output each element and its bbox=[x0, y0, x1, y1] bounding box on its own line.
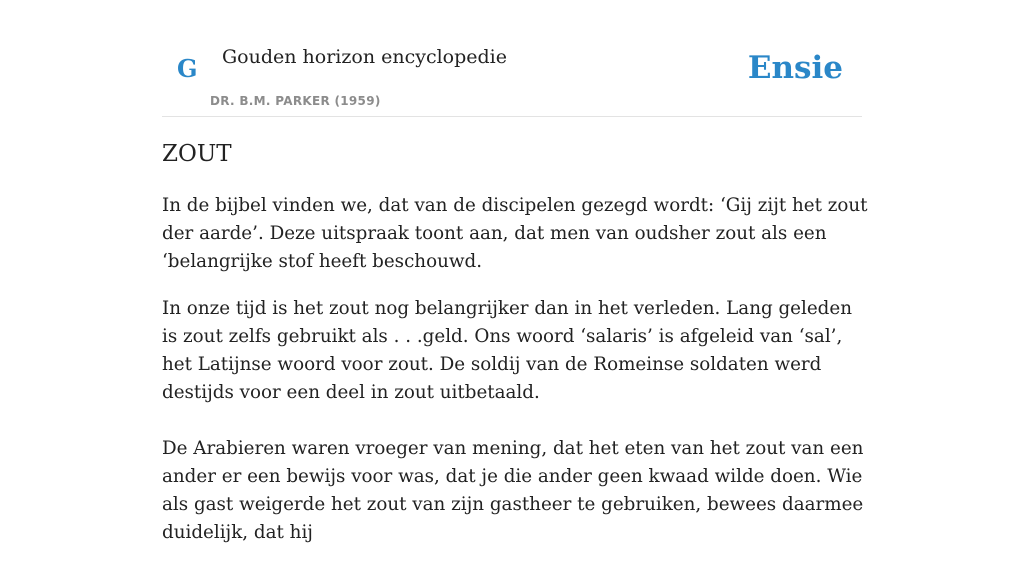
entry-title: ZOUT bbox=[162, 141, 232, 167]
book-header bbox=[162, 0, 862, 117]
book-logo-link[interactable]: G bbox=[177, 54, 198, 83]
entry-body bbox=[162, 192, 872, 566]
paragraph: In onze tijd is het zout nog belangrijker dan in het verleden. Lang geleden is zout zelfs gebruikt als . . .geld. Ons woord ‘salaris’ is afgeleid van ‘sal’, het Latijnse woord voor zout. De soldij van de Romeinse soldaten werd destijds voor een deel in zout uitbetaald. bbox=[162, 298, 852, 403]
paragraph: In de bijbel vinden we, dat van de discipelen gezegd wordt: ‘Gij zijt het zout der aarde’. Deze uitspraak toont aan, dat men van oudsher zout als een ‘belangrijke stof heeft beschouwd. bbox=[162, 195, 868, 272]
book-title[interactable]: Gouden horizon encyclopedie bbox=[222, 46, 507, 68]
paragraph: De Arabieren waren vroeger van mening, dat het eten van het zout van een ander er een bewijs voor was, dat je die ander geen kwaad wilde doen. Wie als gast weigerde het zout van zijn gastheer te gebruiken, bewees daarmee duidelijk, dat hij bbox=[162, 438, 864, 543]
book-author: DR. B.M. PARKER (1959) bbox=[210, 94, 381, 108]
site-logo-link[interactable]: Ensie bbox=[747, 50, 843, 86]
